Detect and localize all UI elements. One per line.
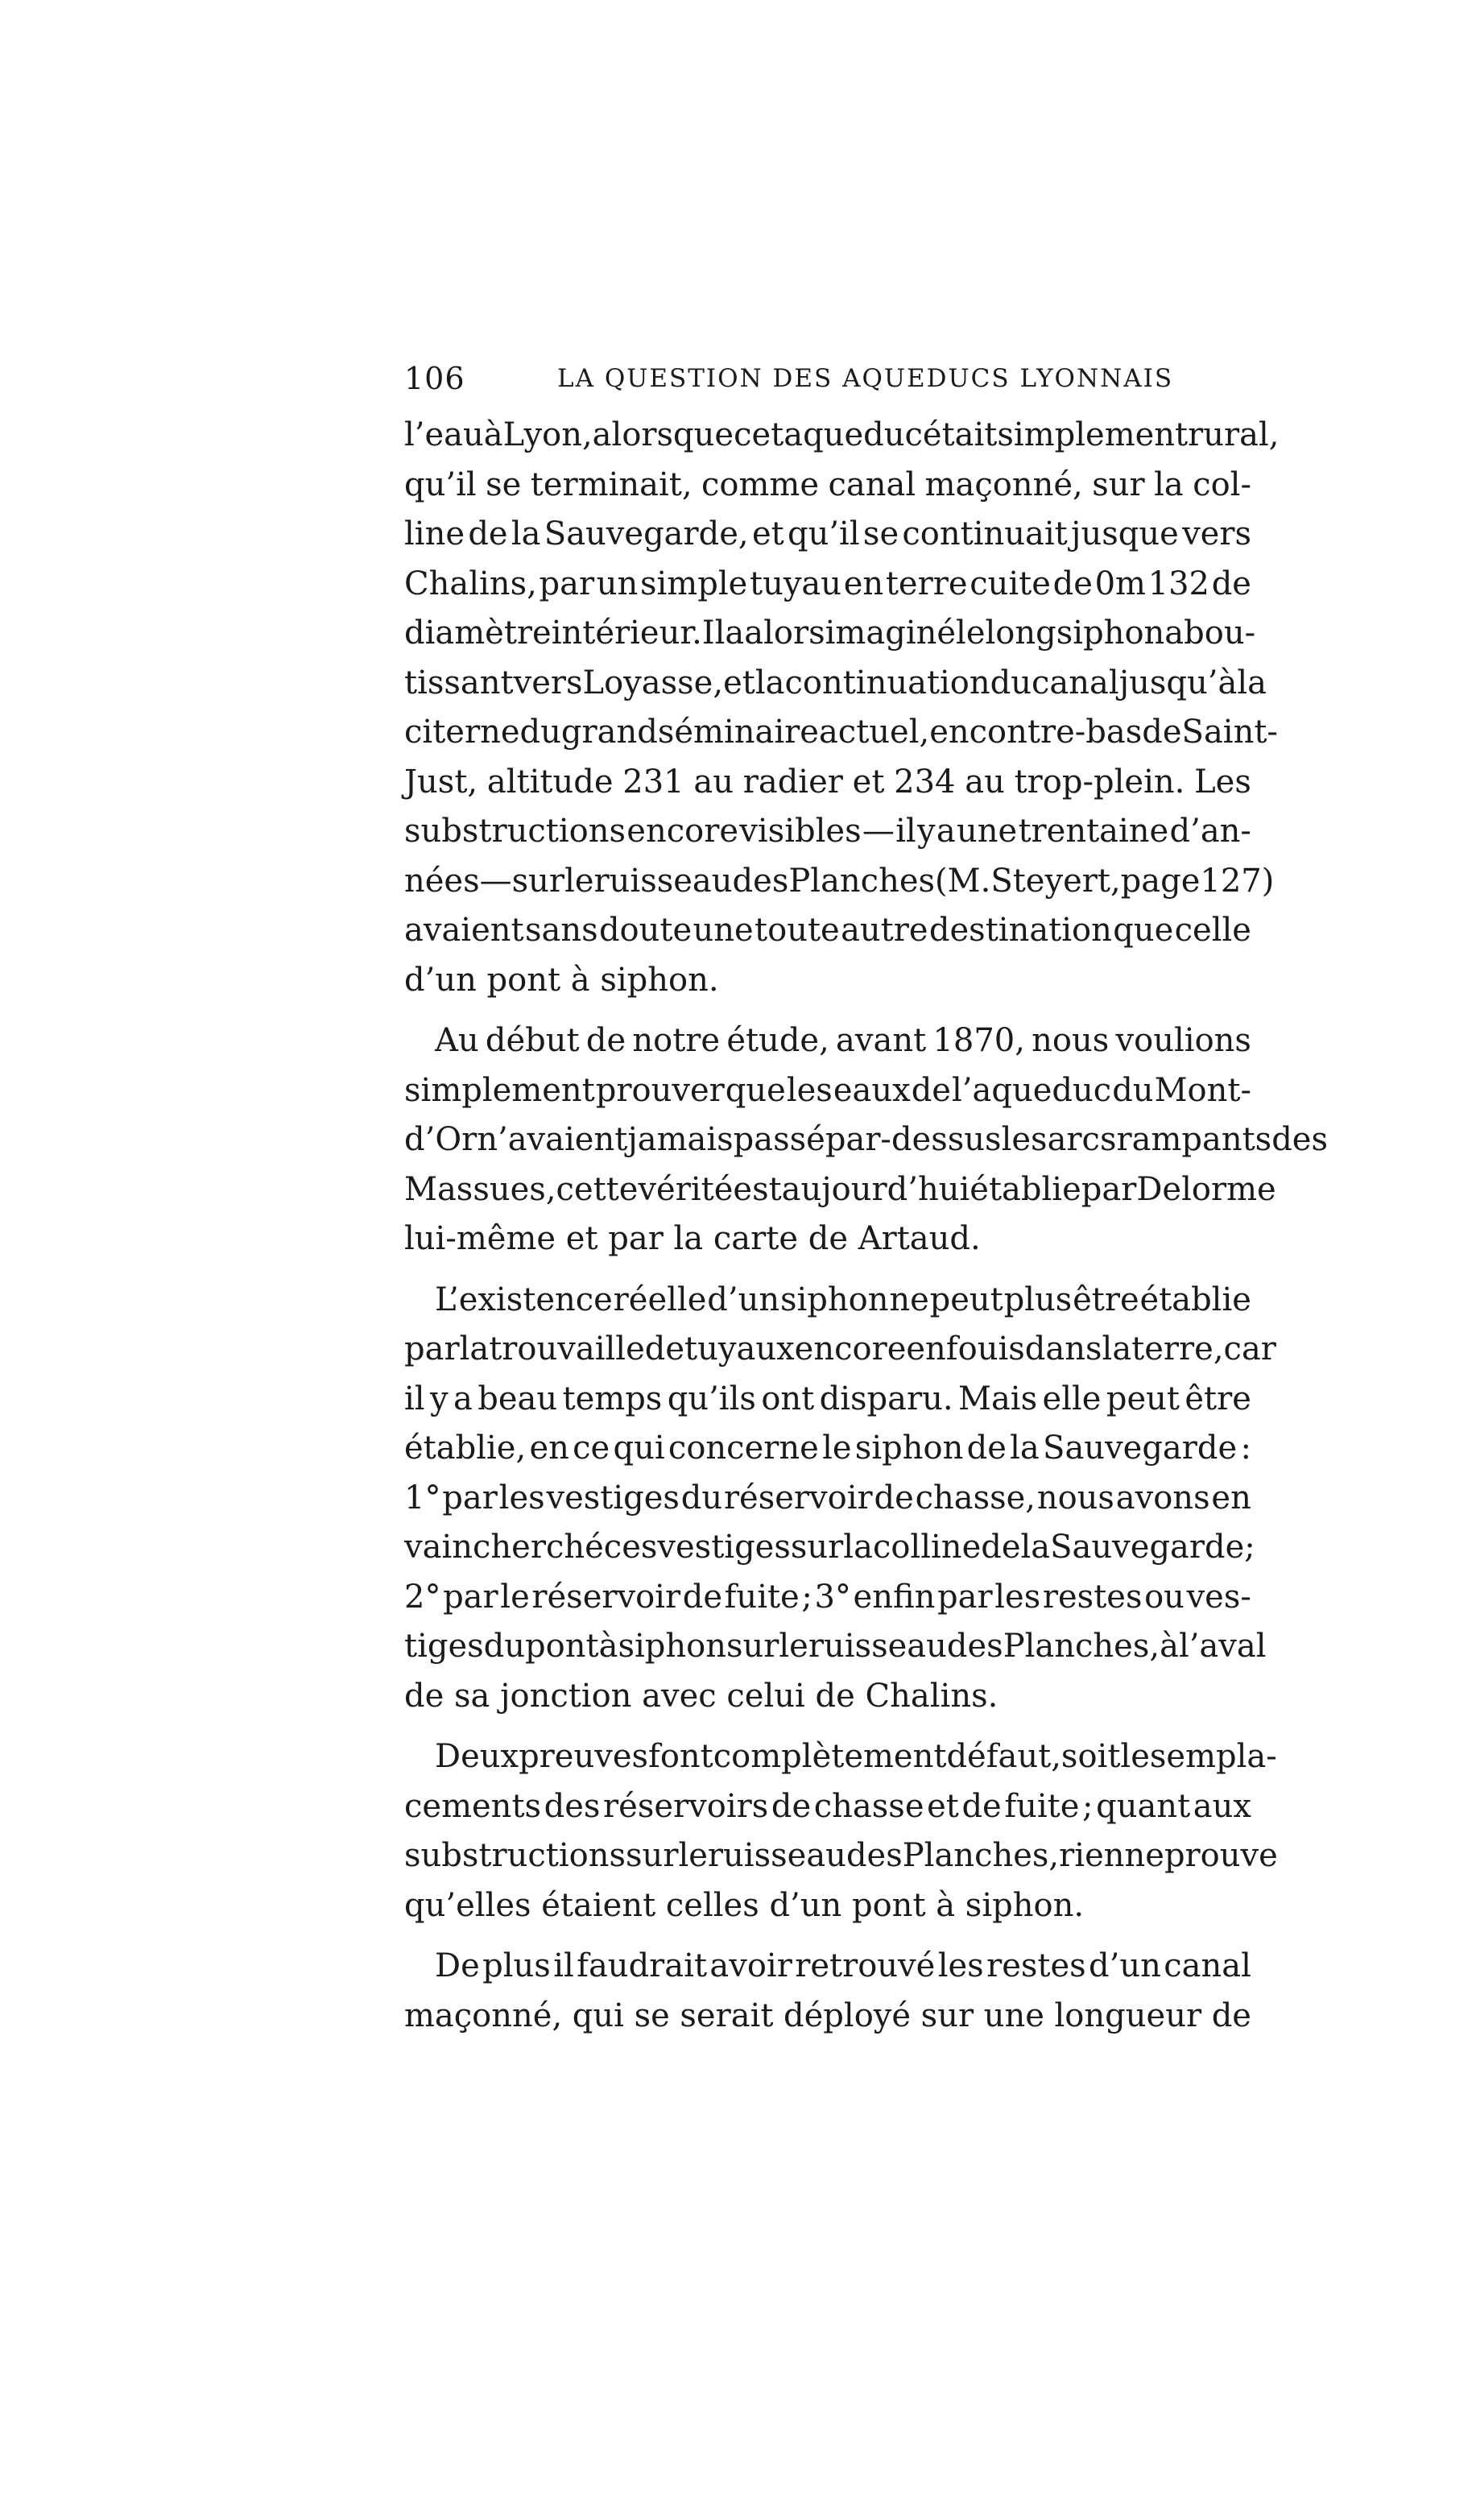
text-line: 1° par les vestiges du réservoir de chasse, nous avons en [404,1479,1251,1517]
text-line: 2° par le réservoir de fuite ; 3° enfin par les restes ou ves- [404,1578,1251,1616]
text-line: établie, en ce qui concerne le siphon de la Sauvegarde : [404,1430,1251,1467]
text-line: simplement prouver que les eaux de l’aqueduc du Mont- [404,1071,1251,1109]
text-line: il y a beau temps qu’ils ont disparu. Mais elle peut être [404,1380,1251,1417]
text-line: Au début de notre étude, avant 1870, nous voulions [435,1022,1251,1059]
body-text [404,411,1329,2052]
text-line: Deux preuves font complètement défaut, soit les empla- [435,1738,1277,1775]
paragraph [404,411,1280,1005]
text-line: nées — sur le ruisseau des Planches (M. Steyert, page 127) [404,862,1275,900]
running-head [404,354,1251,403]
text-line: tissant vers Loyasse, et la continuation du canal jusqu’à la [404,664,1267,701]
text-line: L’existence réelle d’un siphon ne peut plus être établie [435,1281,1251,1318]
text-line: qu’elles étaient celles d’un pont à siphon. [404,1886,1085,1924]
text-line: d’Or n’avaient jamais passé par-dessus les arcs rampants des [404,1121,1329,1158]
paragraph [404,1016,1329,1264]
paragraph [404,1942,1251,2041]
text-line: qu’il se terminait, comme canal maçonné, sur la col- [404,466,1251,503]
text-line: Massues, cette vérité est aujourd’hui établie par Delorme [404,1170,1276,1208]
paragraph [404,1732,1278,1930]
text-line: avaient sans doute une toute autre destination que celle [404,912,1251,949]
text-line: cements des réservoirs de chasse et de fuite ; quant aux [404,1787,1251,1825]
text-line: par la trouvaille de tuyaux encore enfouis dans la terre, car [404,1330,1276,1368]
text-line: Just, altitude 231 au radier et 234 au trop-plein. Les [404,763,1251,801]
text-line: Chalins, par un simple tuyau en terre cuite de 0m 132 de [404,565,1251,602]
text-line: citerne du grand séminaire actuel, en contre-bas de Saint- [404,714,1278,751]
text-line: maçonné, qui se serait déployé sur une longueur de [404,1997,1251,2034]
text-line: vain cherché ces vestiges sur la colline de la Sauvegarde ; [404,1529,1255,1566]
text-line: diamètre intérieur. Il a alors imaginé le long siphon abou- [404,614,1256,652]
text-line: lui-même et par la carte de Artaud. [404,1220,981,1257]
running-title: LA QUESTION DES AQUEDUCS LYONNAIS [557,364,1174,393]
page-number: 106 [404,361,465,396]
text-line: De plus il faudrait avoir retrouvé les restes d’un canal [435,1947,1251,1984]
text-line: de sa jonction avec celui de Chalins. [404,1677,998,1715]
text-line: d’un pont à siphon. [404,961,719,999]
text-line: tiges du pont à siphon sur le ruisseau des Planches, à l’aval [404,1628,1267,1665]
text-line: line de la Sauvegarde, et qu’il se continuait jusque vers [404,515,1251,552]
text-line: substructions encore visibles — il y a une trentaine d’an- [404,813,1251,850]
paragraph [404,1276,1276,1722]
text-line: substructions sur le ruisseau des Planches, rien ne prouve [404,1837,1278,1874]
text-line: l’eau à Lyon, alors que cet aqueduc était simplement rural, [404,416,1280,453]
